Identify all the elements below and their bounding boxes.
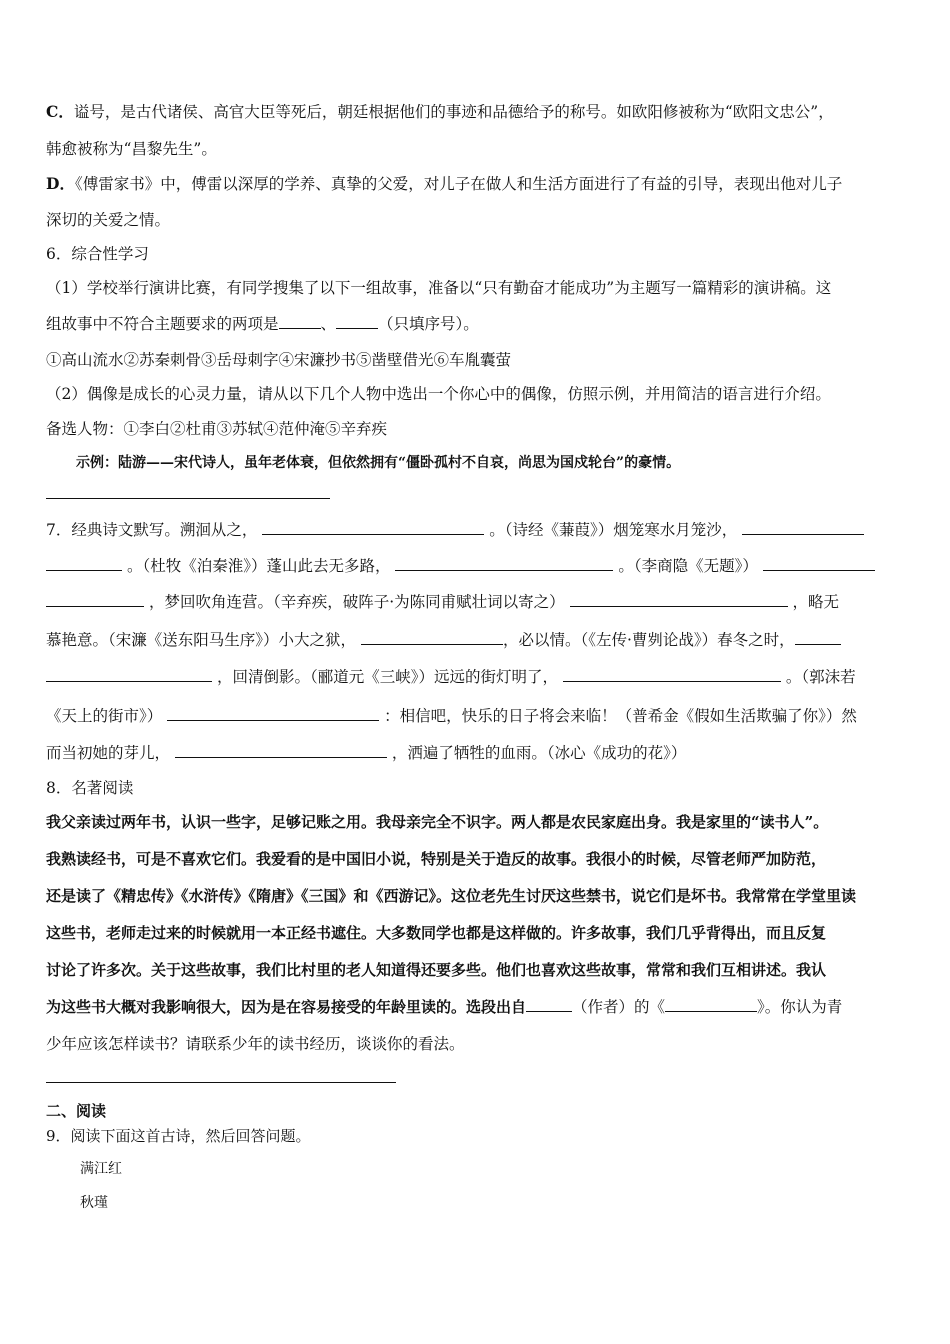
q7-line-7 — [46, 743, 686, 763]
q7-blank-4a[interactable] — [763, 556, 875, 571]
q6-title: 6．综合性学习 — [46, 245, 149, 263]
q6-separator: 、 — [320, 315, 337, 333]
q7-text: 而当初她的芽儿， — [46, 744, 171, 762]
q6-answer-blank-2[interactable] — [336, 314, 378, 329]
q7-blank-9[interactable] — [167, 706, 379, 721]
q7-line-5 — [46, 667, 856, 687]
q8-line-6 — [46, 997, 842, 1017]
q8-author-blank[interactable] — [526, 997, 572, 1012]
q8-book-blank[interactable] — [665, 997, 757, 1012]
q7-blank-2a[interactable] — [742, 520, 864, 535]
q7-line-1 — [46, 520, 864, 540]
option-d-line-1 — [46, 174, 842, 194]
q6-part2-prompt: （2）偶像是成长的心灵力量，请从以下几个人物中选出一个你心中的偶像，仿照示例，并用简洁的语言进行介绍。 — [46, 385, 831, 403]
q7-blank-4b[interactable] — [46, 592, 144, 607]
q7-blank-2b[interactable] — [46, 556, 122, 571]
q8-excerpt-line-4: 这些书，老师走过来的时候就用一本正经书遮住。大多数同学也都是这样做的。许多故事，我们几乎背得出，而且反复 — [46, 924, 827, 942]
q8-title: 8．名著阅读 — [46, 779, 134, 797]
option-d-text: 《傅雷家书》中，傅雷以深厚的学养、真挚的父爱，对儿子在做人和生活方面进行了有益的引导，表现出他对儿子 — [74, 175, 843, 193]
option-c-line-2: 韩愈被称为“昌黎先生”。 — [46, 140, 217, 158]
q8-excerpt-line-3: 还是读了《精忠传》《水浒传》《隋唐》《三国》和《西游记》。这位老先生讨厌这些禁书，说它们是坏书。我常常在学堂里读 — [46, 887, 857, 905]
q7-line-4 — [46, 630, 841, 650]
q6-part1-note: （只填序号）。 — [378, 315, 479, 333]
q7-blank-6[interactable] — [361, 630, 503, 645]
q7-line-3 — [46, 592, 839, 612]
q6-example: 示例：陆游——宋代诗人，虽年老体衰，但依然拥有“僵卧孤村不自哀，尚思为国戍轮台”的豪情。 — [76, 455, 681, 471]
option-c-letter: C． — [46, 102, 74, 121]
q9-prompt: 9．阅读下面这首古诗，然后回答问题。 — [46, 1127, 311, 1145]
q8-answer-line[interactable] — [46, 1082, 396, 1083]
q7-text: ，回清倒影。（郦道元《三峡》）远远的街灯明了， — [216, 668, 558, 686]
poem-title: 满江红 — [80, 1161, 122, 1177]
q8-question: 少年应该怎样读书？请联系少年的读书经历，谈谈你的看法。 — [46, 1035, 465, 1053]
q8-excerpt-line-5: 讨论了许多次。关于这些故事，我们比村里的老人知道得还要多些。他们也喜欢这些故事，常常和我们互相讲述。我认 — [46, 961, 827, 979]
q7-line-2 — [46, 556, 875, 576]
q7-prompt: 7．经典诗文默写。溯洄从之， — [46, 521, 258, 539]
q6-part1-line-2 — [46, 314, 479, 334]
q7-text: 。（李商隐《无题》） — [618, 557, 758, 575]
q6-story-list: ①高山流水②苏秦刺骨③岳母刺字④宋濂抄书⑤凿壁借光⑥车胤囊萤 — [46, 351, 512, 369]
q7-text: ，洒遍了牺牲的血雨。（冰心《成功的花》） — [391, 744, 687, 762]
option-d-letter: D． — [46, 174, 75, 193]
q6-answer-blank-1[interactable] — [279, 314, 321, 329]
q7-blank-7a[interactable] — [795, 630, 841, 645]
q7-blank-8[interactable] — [563, 667, 781, 682]
q7-blank-7b[interactable] — [46, 667, 212, 682]
option-d-line-2: 深切的关爱之情。 — [46, 211, 171, 229]
q7-blank-5[interactable] — [570, 592, 788, 607]
q8-excerpt-end: 为这些书大概对我影响很大，因为是在容易接受的年龄里读的。选段出自 — [46, 998, 527, 1016]
q7-text: 《天上的街市》） — [46, 707, 163, 725]
q7-text: ，略无 — [792, 593, 840, 611]
poem-author: 秋瑾 — [80, 1195, 108, 1211]
q7-text: 。（郭沫若 — [785, 668, 856, 686]
q7-text: 慕艳意。（宋濂《送东阳马生序》）小大之狱， — [46, 631, 357, 649]
q7-text: ：相信吧，快乐的日子将会来临！（普希金《假如生活欺骗了你》）然 — [384, 707, 857, 725]
q7-text: 。（诗经《蒹葭》）烟笼寒水月笼沙， — [489, 521, 738, 539]
q7-blank-10[interactable] — [175, 743, 387, 758]
q8-text: （作者）的《 — [572, 998, 666, 1016]
q8-text: 》。你认为青 — [757, 998, 843, 1016]
q8-excerpt-line-2: 我熟读经书，可是不喜欢它们。我爱看的是中国旧小说，特别是关于造反的故事。我很小的时候，尽管老师严加防范， — [46, 850, 827, 868]
q7-blank-3[interactable] — [395, 556, 613, 571]
option-c-text: 谥号，是古代诸侯、高官大臣等死后，朝廷根据他们的事迹和品德给予的称号。如欧阳修被称为“欧阳文忠公”， — [73, 103, 834, 121]
q7-text: ，梦回吹角连营。（辛弃疾，破阵子·为陈同甫赋壮词以寄之） — [148, 593, 565, 611]
q7-line-6 — [46, 706, 857, 726]
section-heading: 二、阅读 — [46, 1102, 107, 1120]
q6-candidates: 备选人物：①李白②杜甫③苏轼④范仲淹⑤辛弃疾 — [46, 420, 388, 438]
q7-text: 。（杜牧《泊秦淮》）蓬山此去无多路， — [126, 557, 391, 575]
option-c-line-1 — [46, 102, 834, 122]
q8-excerpt-line-1: 我父亲读过两年书，认识一些字，足够记账之用。我母亲完全不识字。两人都是农民家庭出身。我是家里的“读书人”。 — [46, 813, 829, 831]
q6-answer-line[interactable] — [46, 498, 330, 499]
q6-part1-line-1: （1）学校举行演讲比赛，有同学搜集了以下一组故事，准备以“只有勤奋才能成功”为主题写一篇精彩的演讲稿。这 — [46, 279, 832, 297]
q7-text: ，必以情。（《左传·曹刿论战》）春冬之时， — [502, 631, 795, 649]
q6-part1-prompt: 组故事中不符合主题要求的两项是 — [46, 315, 279, 333]
q7-blank-1[interactable] — [262, 520, 484, 535]
